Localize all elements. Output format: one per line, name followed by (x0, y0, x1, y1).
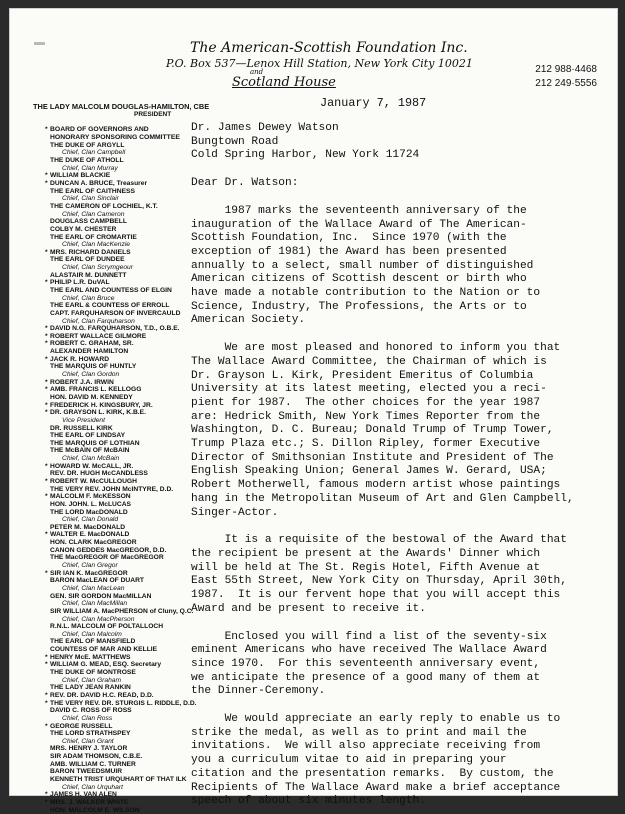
star-marker: * (45, 478, 48, 485)
board-member (45, 722, 200, 731)
board-member-text: AMB. FRANCIS L. KELLOGG (50, 386, 142, 394)
board-member-text: Chief, Clan Gregor (62, 562, 118, 570)
letter-line: strike the medal, as well as to print and mail the (191, 726, 527, 739)
board-member (50, 761, 200, 769)
board-member-text: THE LORD STRATHSPEY (50, 730, 131, 738)
board-member-text: Chief, Clan Sinclair (62, 195, 119, 203)
board-member (50, 768, 200, 776)
board-member (50, 440, 200, 448)
board-member-text: MALCOLM F. McKESSON (50, 493, 131, 501)
board-member (50, 554, 200, 562)
board-member-text: Chief, Clan Campbell (62, 149, 126, 157)
letter-line: hang in the Metropolitan Museum of Art and Glen Campbell, (191, 492, 574, 505)
board-heading-line (45, 126, 200, 134)
board-member (50, 394, 200, 402)
board-member-title (50, 318, 200, 326)
letter-line: American citizens of Scottish descent or birth who (191, 273, 527, 286)
board-member (45, 478, 200, 486)
board-member-title (50, 264, 200, 272)
star-marker: * (45, 409, 48, 417)
board-member-text: THE EARL OF CAITHNESS (50, 187, 135, 195)
board-member-text: Chief, Clan Donald (62, 516, 119, 524)
board-member-title (50, 455, 200, 463)
board-member-text: DOUGLASS CAMPBELL (50, 218, 127, 226)
letter-line: Singer-Actor. (191, 506, 279, 519)
board-member (50, 646, 200, 654)
board-member-text: BARON TWEEDSMUIR (50, 768, 123, 776)
board-members (45, 141, 200, 814)
letter-line: speech of about six minutes length. (191, 795, 426, 808)
recipient-line: Dr. James Dewey Watson (191, 122, 339, 134)
letter-paragraph (191, 342, 574, 520)
board-member-text: THE LORD MacDONALD (50, 508, 128, 516)
board-member (50, 142, 200, 150)
star-marker: * (45, 699, 48, 707)
board-member (45, 493, 200, 501)
board-member (45, 653, 200, 662)
letter-line: annually to a select, small number of distinguished (191, 259, 534, 272)
letter-line: Award and be present to receive it. (191, 602, 426, 615)
board-member (50, 256, 200, 264)
star-marker: * (45, 653, 48, 661)
board-member-text: Chief, Clan MacKenzie (62, 241, 131, 249)
board-member (45, 340, 200, 348)
board-member (50, 432, 200, 440)
board-member (50, 684, 200, 692)
board-member-text: Chief, Clan MacLean (62, 584, 125, 592)
letter-line: Scottish Foundation, Inc. Since 1970 (with the (191, 232, 507, 245)
letter-line: we anticipate the presence of a good many of them at (191, 671, 541, 684)
board-member-text: Chief, Clan MacPherson (62, 615, 135, 623)
board-member-title (50, 417, 200, 425)
star-marker: * (45, 172, 48, 180)
board-member-text: DAVID C. ROSS OF ROSS (50, 707, 132, 715)
board-member (50, 486, 200, 494)
board-member-text: Vice President (62, 416, 105, 424)
board-member (45, 661, 200, 669)
letter-paragraph (191, 713, 574, 809)
board-list (45, 126, 200, 814)
board-member (45, 791, 200, 799)
star-marker: * (45, 386, 48, 394)
board-member-text: Chief, Clan Grant (62, 737, 114, 745)
board-member (50, 753, 200, 761)
board-member-text: Chief, Clan MacMillan (62, 600, 128, 608)
board-member (45, 691, 200, 700)
board-member-title (50, 195, 200, 203)
board-member-text: ALASTAIR M. DUNNETT (50, 271, 127, 279)
star-marker: * (45, 248, 48, 256)
letter-line: Recipients of The Wallace Award make a brief acceptance (191, 781, 561, 794)
letter-line: will be held at The St. Regis Hotel, Fifth Avenue at (191, 561, 541, 574)
board-member-title (50, 241, 200, 249)
board-member-title (50, 165, 200, 173)
letter-line: are: Hedrick Smith, New York Times Reporter from the (191, 410, 541, 423)
board-member-title (50, 562, 200, 570)
star-marker: * (45, 691, 48, 699)
board-member-text: Chief, Clan Graham (62, 676, 122, 684)
board-member-title (50, 600, 200, 608)
hole-punch-mark (34, 42, 45, 45)
letter-paragraph (191, 631, 574, 700)
board-heading-line: HONORARY SPONSORING COMMITTEE (50, 133, 180, 141)
board-member-text: PETER M. MacDONALD (50, 523, 126, 531)
board-member-title (50, 295, 200, 303)
letterhead-address: P.O. Box 537—Lenox Hill Station, New York City 10021 (166, 57, 473, 70)
star-marker: * (45, 355, 48, 363)
board-member (45, 798, 200, 807)
board-member (50, 524, 200, 532)
board-member (50, 608, 200, 616)
board-member (45, 279, 200, 287)
board-member (50, 730, 200, 738)
board-member-text: AMB. WILLIAM C. TURNER (50, 760, 136, 768)
board-member (45, 531, 200, 539)
board-member-text: JAMES H. VAN ALEN (50, 791, 117, 799)
board-member-text: MRS. HENRY J. TAYLOR (50, 745, 128, 753)
board-member-text: REV. DR. DAVID H.C. READ, D.D. (50, 691, 154, 699)
board-member-text: Chief, Clan McBain (62, 455, 120, 463)
star-marker: * (45, 325, 48, 333)
board-member-text: THE DUKE OF ATHOLL (50, 157, 124, 165)
board-member-text: GEORGE RUSSELL (50, 722, 113, 730)
board-member (50, 425, 200, 433)
star-marker: * (45, 531, 48, 539)
board-member (50, 577, 200, 585)
star-marker: * (45, 493, 48, 501)
board-member-text: Chief, Clan Murray (62, 164, 118, 172)
board-member-text: THE DUKE OF ARGYLL (50, 141, 125, 149)
letter-line: Robert Motherwell, famous modern artist whose paintings (191, 479, 561, 492)
board-member (50, 638, 200, 646)
board-member-text: MRS. J. WALKER WHITE (50, 798, 129, 806)
star-marker: * (45, 722, 48, 730)
board-member-text: Chief, Clan Scrymgeour (62, 264, 133, 272)
board-member (50, 310, 200, 318)
president-name: THE LADY MALCOLM DOUGLAS-HAMILTON, CBE (33, 102, 210, 111)
star-marker: * (45, 401, 48, 409)
board-member-text: HON. JOHN. L. McLUCAS (50, 500, 131, 508)
board-member (50, 509, 200, 517)
board-member-text: THE EARL OF CROMARTIE (50, 233, 137, 241)
letter-paragraphs (191, 205, 574, 809)
board-member-text: THE CAMERON OF LOCHIEL, K.T. (50, 202, 158, 210)
letter-paragraph (191, 205, 574, 328)
board-member-text: R.N.L. MALCOLM OF POLTALLOCH (50, 623, 164, 631)
letter-line: since 1970. For this seventeenth anniversary event, (191, 657, 541, 670)
letter-line: you a curriculum vitae to aid in preparing your (191, 754, 507, 767)
board-member (50, 226, 200, 234)
board-member-text: WILLIAM G. MEAD, ESQ. Secretary (50, 661, 162, 669)
board-member-text: KENNETH TRIST URQUHART OF THAT ILK (50, 775, 187, 783)
president-title: PRESIDENT (134, 111, 172, 118)
star-marker: * (45, 279, 48, 287)
board-member-text: HOWARD W. McCALL, JR. (50, 462, 134, 470)
board-member-text: DUNCAN A. BRUCE, Treasurer (50, 180, 148, 188)
letter-line: Dr. Grayson L. Kirk, President Emeritus of Columbia (191, 369, 534, 382)
board-member-text: DAVID N.G. FARQUHARSON, T.D., O.B.E. (50, 325, 180, 333)
board-member (50, 745, 200, 753)
board-member-text: THE EARL OF DUNDEE (50, 256, 125, 264)
board-member-text: JACK R. HOWARD (50, 355, 110, 363)
board-member (45, 462, 200, 471)
letter-line: We are most pleased and honored to inform you that (191, 342, 561, 355)
board-member-text: THE MARQUIS OF HUNTLY (50, 363, 137, 371)
board-member-title (50, 784, 200, 792)
letter-line: the Dinner-Ceremony. (191, 685, 326, 698)
board-member-text: MRS. RICHARD DANIELS (50, 248, 131, 256)
board-member (50, 669, 200, 677)
letter-line: the recipient be present at the Awards' Dinner which (191, 547, 541, 560)
letter-body (191, 122, 574, 809)
board-member (50, 203, 200, 211)
board-member-text: COUNTESS OF MAR AND KELLIE (50, 646, 158, 654)
board-member (50, 287, 200, 295)
board-member (50, 157, 200, 165)
board-member-text: REV. DR. HUGH McCANDLESS (50, 470, 148, 478)
board-member (50, 302, 200, 310)
star-marker: * (45, 180, 48, 188)
board-member (45, 386, 200, 394)
board-member-text: THE EARL OF LINDSAY (50, 432, 126, 440)
board-member-text: THE EARL OF MANSFIELD (50, 638, 136, 646)
board-member-text: FREDERICK H. KINGSBURY, JR. (50, 401, 153, 409)
letter-line: Enclosed you will find a list of the seventy-six (191, 630, 547, 643)
letter-line: We would appreciate an early reply to enable us to (191, 713, 561, 726)
letter-line: University at its latest meeting, elected you a reci- (191, 383, 547, 396)
board-member-title (50, 631, 200, 639)
board-member-text: GEN. SIR GORDON MacMILLAN (50, 592, 152, 600)
board-member-text: HON. DAVID M. KENNEDY (50, 393, 133, 401)
board-heading-text: BOARD OF GOVERNORS AND (50, 126, 149, 133)
board-member (50, 807, 200, 814)
board-member (45, 332, 200, 341)
board-member (50, 501, 200, 509)
letter-line: invitations. We will also appreciate receiving from (191, 740, 541, 753)
board-member (45, 699, 200, 708)
recipient-line: Cold Spring Harbor, New York 11724 (191, 149, 420, 162)
board-member (50, 707, 200, 715)
board-member-text: THE EARL & COUNTESS OF ERROLL (50, 302, 170, 310)
board-member-text: ROBERT WALLACE GILMORE (50, 332, 147, 340)
board-member-text: WALTER E. MacDONALD (50, 531, 130, 539)
star-marker: * (45, 378, 48, 386)
letter-line: Trump Plaza etc.; S. Dillon Ripley, former Executive (191, 438, 541, 451)
board-member-text: HON. CLARK MacGREGOR (50, 539, 137, 547)
board-member-text: Chief, Clan Bruce (62, 294, 115, 302)
letter-line: eminent Americans who have received The Wallace Award (191, 644, 547, 657)
letter-line: American Society. (191, 314, 306, 327)
board-member-text: Chief, Clan Ross (62, 714, 113, 722)
salutation: Dear Dr. Watson: (191, 177, 299, 190)
letter-line: pient for 1987. The other choices for the year 1987 (191, 396, 541, 409)
letter-line: The Wallace Award Committee, the Chairman of which is (191, 355, 547, 368)
board-member (45, 409, 200, 417)
letter-line: have made a notable contribution to the Nation or to (191, 287, 541, 300)
board-member-text: THE VERY REV. JOHN McINTYRE, D.D. (50, 485, 174, 493)
board-member (45, 325, 200, 333)
letter-line: 1987 marks the seventeenth anniversary of the (191, 204, 527, 217)
board-member-title (50, 677, 200, 685)
board-member-title (50, 149, 200, 157)
letter-line: exception of 1981) the Award has been presented (191, 245, 507, 258)
board-member-text: BARON MacLEAN OF DUART (50, 577, 144, 585)
board-member (50, 234, 200, 242)
star-marker: * (45, 791, 48, 799)
star-marker: * (45, 798, 48, 806)
letterhead-scotland-house: Scotland House (232, 75, 336, 90)
letter-line: It is a requisite of the bestowal of the Award that (191, 534, 567, 547)
board-member (45, 248, 200, 257)
board-member-text: Chief, Clan Urquhart (62, 783, 123, 791)
board-member-title (50, 516, 200, 524)
board-member (45, 172, 200, 180)
board-member-text: THE VERY REV. DR. STURGIS L. RIDDLE, D.D. (50, 699, 197, 707)
board-member (45, 180, 200, 188)
letter-line: English Speaking Union; General James W. Gerard, USA; (191, 465, 547, 478)
board-member-title (50, 715, 200, 723)
recipient-line: Bungtown Road (191, 135, 279, 148)
letter-line: citation and the presentation remarks. By custom, the (191, 767, 554, 780)
board-member (45, 401, 200, 410)
board-member-text: SIR IAN K. MacGREGOR (50, 569, 128, 577)
board-member-text: THE EARL AND COUNTESS OF ELGIN (50, 286, 172, 294)
board-member-text: ROBERT J.A. IRWIN (50, 378, 114, 386)
board-member (50, 470, 200, 478)
board-member (50, 547, 200, 555)
star-marker: * (45, 332, 48, 340)
board-member-text: THE McBAIN OF McBAIN (50, 447, 130, 455)
board-member-text: THE LADY JEAN RANKIN (50, 684, 131, 692)
board-member-text: Chief, Clan Malcolm (62, 630, 122, 638)
letter-line: Washington, D. C. Bureau; Donald Trump of Trump Tower, (191, 424, 554, 437)
phone-number-2: 212 249·5556 (535, 78, 597, 89)
recipient-address (191, 122, 574, 163)
board-member-text: HON. MALCOLM E. WILSON (50, 806, 140, 814)
star-marker: * (45, 569, 48, 577)
star-marker: * (45, 126, 48, 133)
board-member (50, 539, 200, 547)
board-member-title (50, 371, 200, 379)
board-member-text: SIR ADAM THOMSON, C.B.E. (50, 753, 143, 761)
phone-number-1: 212 988·4468 (535, 64, 597, 75)
letterhead-and: and (250, 68, 264, 76)
board-member-title (50, 211, 200, 219)
board-member (50, 776, 200, 784)
letterhead-org-name: The American-Scottish Foundation Inc. (190, 40, 468, 56)
board-member (50, 272, 200, 280)
board-member-text: PHILIP L.R. DuVAL (50, 279, 110, 287)
letter-line: inauguration of the Wallace Award of The American- (191, 218, 527, 231)
letter-line: Science, Industry, The Professions, the Arts or to (191, 300, 527, 313)
board-member-text: DR. RUSSELL KIRK (50, 424, 113, 432)
board-member-text: COLBY M. CHESTER (50, 225, 117, 233)
board-member-text: Chief, Clan Gordon (62, 371, 120, 379)
letter-line: East 55th Street, New York City on Thursday, April 30th, (191, 575, 567, 588)
letter-paragraph (191, 534, 574, 616)
board-member-text: CAPT. FARQUHARSON OF INVERCAULD (50, 309, 181, 317)
board-member-text: Chief, Clan Farquharson (62, 317, 135, 325)
board-member-title (50, 738, 200, 746)
board-member (45, 378, 200, 387)
board-member (50, 218, 200, 226)
board-member (50, 593, 200, 601)
board-member-text: HENRY McE. MATTHEWS (50, 653, 131, 661)
board-member (50, 188, 200, 196)
board-member-text: SIR WILLIAM A. MacPHERSON of Cluny, Q.C. (50, 607, 194, 615)
board-member (50, 447, 200, 455)
board-member-text: THE MacGREGOR OF MacGREGOR (50, 554, 164, 562)
board-member (50, 348, 200, 356)
letter-date: January 7, 1987 (320, 96, 427, 110)
board-member (45, 355, 200, 364)
board-member (50, 363, 200, 371)
board-member-text: THE MARQUIS OF LOTHIAN (50, 439, 140, 447)
letter-line: Director of Smithsonian Institute and President of The (191, 451, 554, 464)
board-member-text: WILLIAM BLACKIE (50, 172, 111, 180)
board-member (50, 623, 200, 631)
board-member-text: Chief, Clan Cameron (62, 210, 125, 218)
board-member-title (50, 585, 200, 593)
board-member (45, 569, 200, 578)
star-marker: * (45, 340, 48, 348)
board-member-text: DR. GRAYSON L. KIRK, K.B.E. (50, 409, 146, 417)
board-member-text: ROBERT W. McCULLOUGH (50, 478, 137, 485)
letter-line: 1987. It is our fervent hope that you will accept this (191, 589, 561, 602)
board-member-text: ROBERT C. GRAHAM, SR. (50, 340, 134, 348)
board-member-text: CANON GEDDES MacGREGOR, D.D. (50, 546, 167, 554)
star-marker: * (45, 661, 48, 669)
board-member-text: THE DUKE OF MONTROSE (50, 669, 136, 677)
star-marker: * (45, 462, 48, 470)
board-member-title (50, 616, 200, 624)
board-member-text: ALEXANDER HAMILTON (50, 348, 129, 356)
